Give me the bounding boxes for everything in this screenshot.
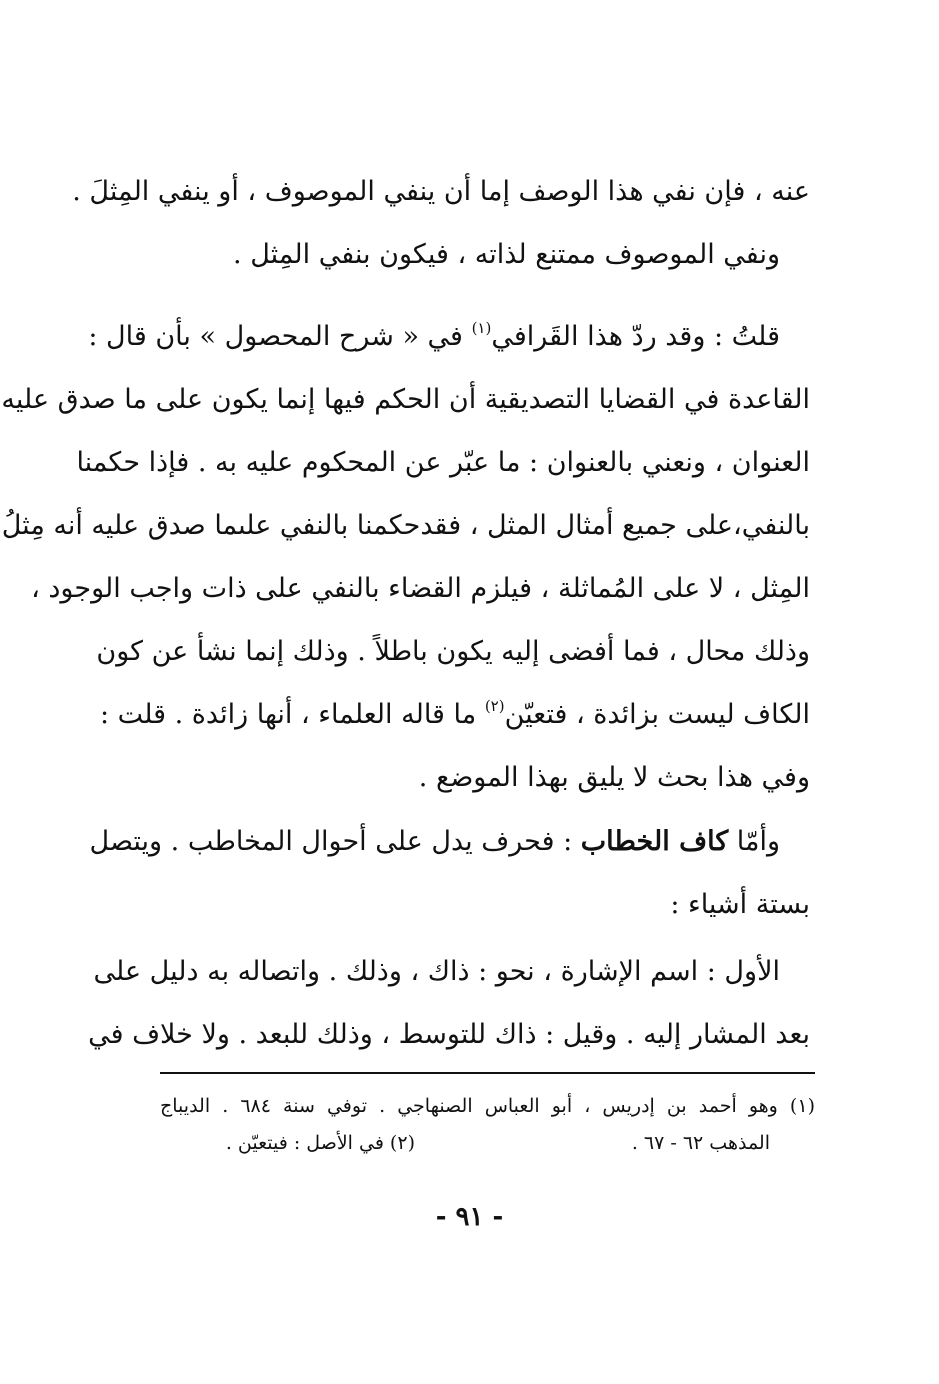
- footnote-2: (٢) في الأصل : فيتعيّن .: [225, 1132, 415, 1154]
- text-line: بستة أشياء :: [670, 889, 810, 920]
- paragraph-2: [1, 305, 810, 809]
- paragraph-1: [72, 160, 810, 286]
- text-segment: قلتُ : وقد ردّ هذا القَرافي: [491, 321, 780, 352]
- page-number: - ٩١ -: [435, 1202, 504, 1232]
- text-line: [100, 683, 810, 746]
- footnote-ref-2: (٢): [484, 697, 505, 715]
- text-segment: في « شرح المحصول » بأن قال :: [88, 321, 472, 352]
- footnote-1: (١) وهو أحمد بن إدريس ، أبو العباس الصنهاجي . توفي سنة ٦٨٤ . الديباج: [160, 1095, 815, 1117]
- text-line: بعد المشار إليه . وقيل : ذاك للتوسط ، وذلك للبعد . ولا خلاف في: [88, 1019, 810, 1050]
- footnote-ref-1: (١): [471, 319, 492, 337]
- footnote-divider: [160, 1072, 815, 1074]
- paragraph-4: [88, 940, 810, 1066]
- text-line: عنه ، فإن نفي هذا الوصف إما أن ينفي الموصوف ، أو ينفي المِثلَ .: [72, 176, 810, 207]
- footnote-1-continued: المذهب ٦٢ - ٦٧ .: [631, 1132, 770, 1154]
- text-line: العنوان ، ونعني بالعنوان : ما عبّر عن المحكوم عليه به . فإذا حكمنا: [76, 447, 810, 478]
- text-line: المِثل ، لا على المُماثلة ، فيلزم القضاء بالنفي على ذات واجب الوجود ،: [31, 573, 810, 604]
- text-line: الأول : اسم الإشارة ، نحو : ذاك ، وذلك . واتصاله به دليل على: [93, 956, 780, 987]
- text-line: [88, 305, 810, 368]
- text-segment: وأمّا: [728, 826, 780, 857]
- bold-term: كاف الخطاب: [580, 826, 729, 857]
- text-line: القاعدة في القضايا التصديقية أن الحكم فيها إنما يكون على ما صدق عليه: [1, 384, 810, 415]
- footnote-row: [160, 1125, 815, 1162]
- footnotes: [160, 1088, 815, 1162]
- text-line: وذلك محال ، فما أفضى إليه يكون باطلاً . وذلك إنما نشأ عن كون: [96, 636, 810, 667]
- text-line: وفي هذا بحث لا يليق بهذا الموضع .: [418, 762, 810, 793]
- text-segment: الكاف ليست بزائدة ، فتعيّن: [504, 699, 810, 730]
- text-line: [89, 810, 810, 873]
- text-line: ونفي الموصوف ممتنع لذاته ، فيكون بنفي المِثل .: [233, 239, 780, 270]
- text-segment: ما قاله العلماء ، أنها زائدة . قلت :: [100, 699, 485, 730]
- text-segment: : فحرف يدل على أحوال المخاطب . ويتصل: [89, 826, 581, 857]
- text-line: بالنفي،على جميع أمثال المثل ، فقدحكمنا بالنفي علىما صدق عليه أنه مِثلُ: [1, 510, 810, 541]
- paragraph-3: [89, 810, 810, 936]
